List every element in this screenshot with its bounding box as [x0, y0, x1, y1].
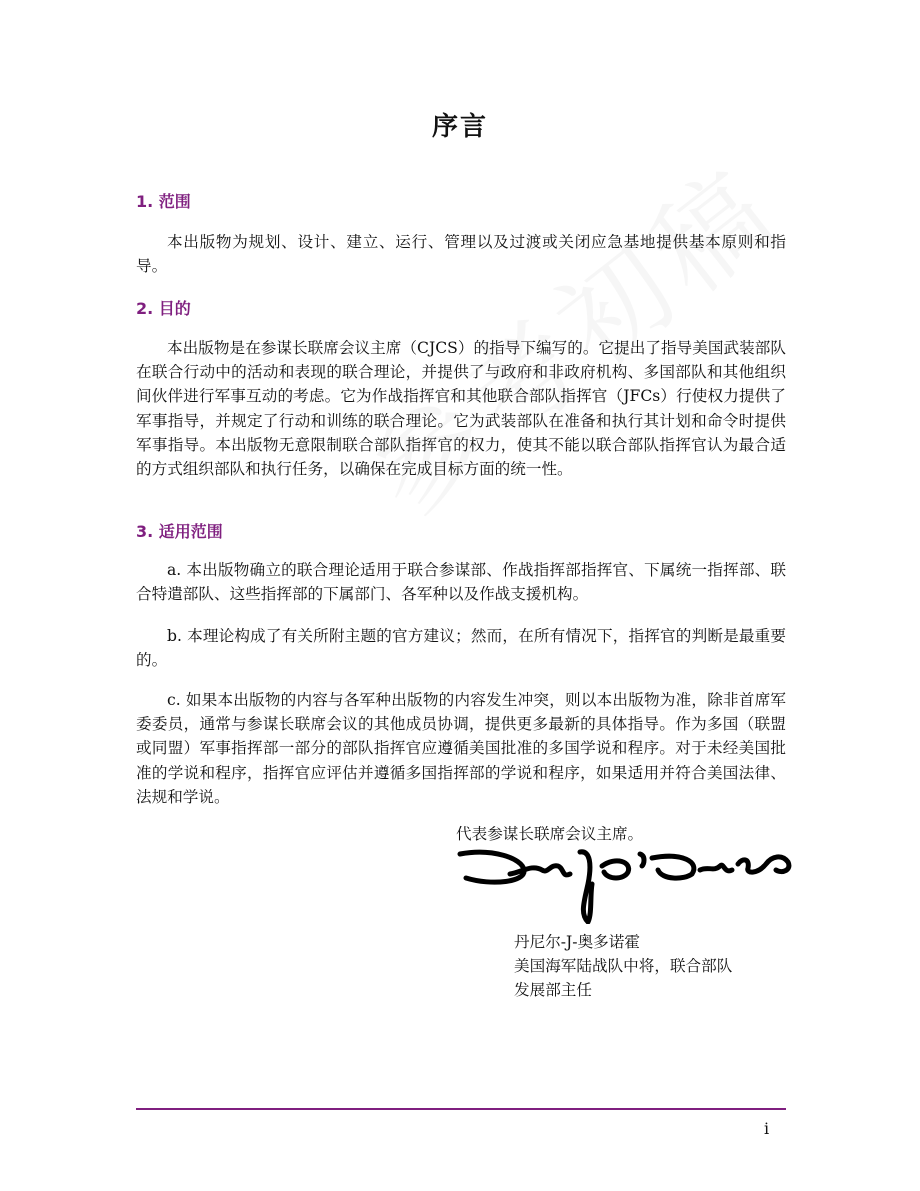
section-heading-purpose: 2. 目的: [136, 299, 191, 318]
signature-image: [452, 844, 802, 924]
footer-divider: [136, 1108, 786, 1110]
section-heading-scope: 1. 范围: [136, 192, 191, 211]
paragraph-purpose: 本出版物是在参谋长联席会议主席（CJCS）的指导下编写的。它提出了指导美国武装部队在联合行动中的活动和表现的联合理论，并提供了与政府和非政府机构、多国部队和其他组织间伙伴进行军事互动的考虑。它为作战指挥官和其他联合部队指挥官（JFCs）行使权力提供了军事指导，并规定了行动和训练的联合理论。它为武装部队在准备和执行其计划和命令时提供军事指导。本出版物无意限制联合部队指挥官的权力，使其不能以联合部队指挥官认为最合适的方式组织部队和执行任务，以确保在完成目标方面的统一性。: [136, 339, 786, 479]
paragraph-application-a: a. 本出版物确立的联合理论适用于联合参谋部、作战指挥部指挥官、下属统一指挥部、联合特遣部队、这些指挥部的下属部门、各军种以及作战支援机构。: [136, 561, 786, 604]
signer-title-line1: 美国海军陆战队中将，联合部队: [514, 957, 733, 975]
signer-title-line2: 发展部主任: [514, 981, 592, 999]
signer-name: 丹尼尔-J-奥多诺霍: [514, 933, 640, 951]
paragraph-application-b: b. 本理论构成了有关所附主题的官方建议；然而，在所有情况下，指挥官的判断是最重要的。: [136, 627, 786, 670]
page-number: i: [764, 1119, 770, 1138]
page-title: 序言: [431, 112, 488, 142]
section-heading-application: 3. 适用范围: [136, 522, 223, 541]
paragraph-scope: 本出版物为规划、设计、建立、运行、管理以及过渡或关闭应急基地提供基本原则和指导。: [136, 233, 786, 276]
closing-line: 代表参谋长联席会议主席。: [456, 825, 644, 843]
watermark: [330, 124, 806, 544]
paragraph-application-c: c. 如果本出版物的内容与各军种出版物的内容发生冲突，则以本出版物为准，除非首席军委委员，通常与参谋长联席会议的其他成员协调，提供更多最新的具体指导。作为多国（联盟或同盟）军事指挥部一部分的部队指挥官应遵循美国批准的多国学说和程序。对于未经美国批准的学说和程序，指挥官应评估并遵循多国指挥部的学说和程序，如果适用并符合美国法律、法规和学说。: [136, 691, 786, 806]
